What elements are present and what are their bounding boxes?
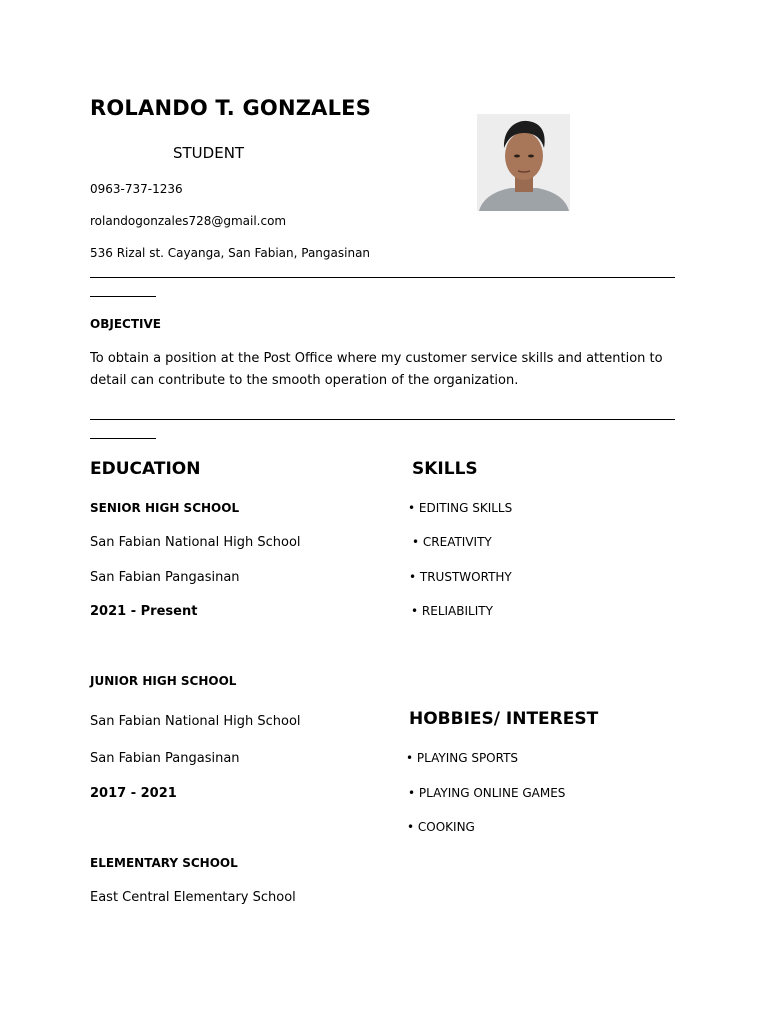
email-address: rolandogonzales728@gmail.com: [90, 214, 287, 228]
senior-school: San Fabian National High School: [90, 535, 301, 550]
divider-line: [90, 419, 675, 420]
junior-level: JUNIOR HIGH SCHOOL: [90, 674, 237, 688]
hobby-item: • PLAYING SPORTS: [406, 751, 519, 765]
objective-heading: OBJECTIVE: [90, 317, 161, 331]
profile-photo: [477, 114, 570, 211]
divider-line-tail: [90, 438, 156, 439]
divider-line-tail: [90, 296, 156, 297]
senior-years: 2021 - Present: [90, 604, 198, 619]
hobbies-heading: HOBBIES/ INTEREST: [409, 709, 599, 729]
senior-level: SENIOR HIGH SCHOOL: [90, 501, 240, 515]
education-heading: EDUCATION: [90, 459, 201, 479]
elementary-school: East Central Elementary School: [90, 890, 296, 905]
objective-text: To obtain a position at the Post Office where my customer service skills and attention to detail can contribute to the smooth operation of the organization.: [90, 351, 663, 388]
junior-location: San Fabian Pangasinan: [90, 751, 240, 766]
resume-name: ROLANDO T. GONZALES: [90, 96, 372, 120]
skill-item: • TRUSTWORTHY: [409, 570, 512, 584]
junior-years: 2017 - 2021: [90, 786, 177, 801]
resume-title: STUDENT: [173, 144, 245, 162]
skill-item: • RELIABILITY: [411, 604, 493, 618]
junior-school: San Fabian National High School: [90, 714, 301, 729]
skill-item: • CREATIVITY: [412, 535, 492, 549]
skill-item: • EDITING SKILLS: [408, 501, 513, 515]
skills-heading: SKILLS: [412, 459, 478, 479]
phone-number: 0963-737-1236: [90, 182, 183, 196]
home-address: 536 Rizal st. Cayanga, San Fabian, Pangasinan: [90, 246, 371, 260]
senior-location: San Fabian Pangasinan: [90, 570, 240, 585]
hobby-item: • PLAYING ONLINE GAMES: [408, 786, 566, 800]
hobby-item: • COOKING: [407, 820, 475, 834]
elementary-level: ELEMENTARY SCHOOL: [90, 856, 238, 870]
divider-line: [90, 277, 675, 278]
